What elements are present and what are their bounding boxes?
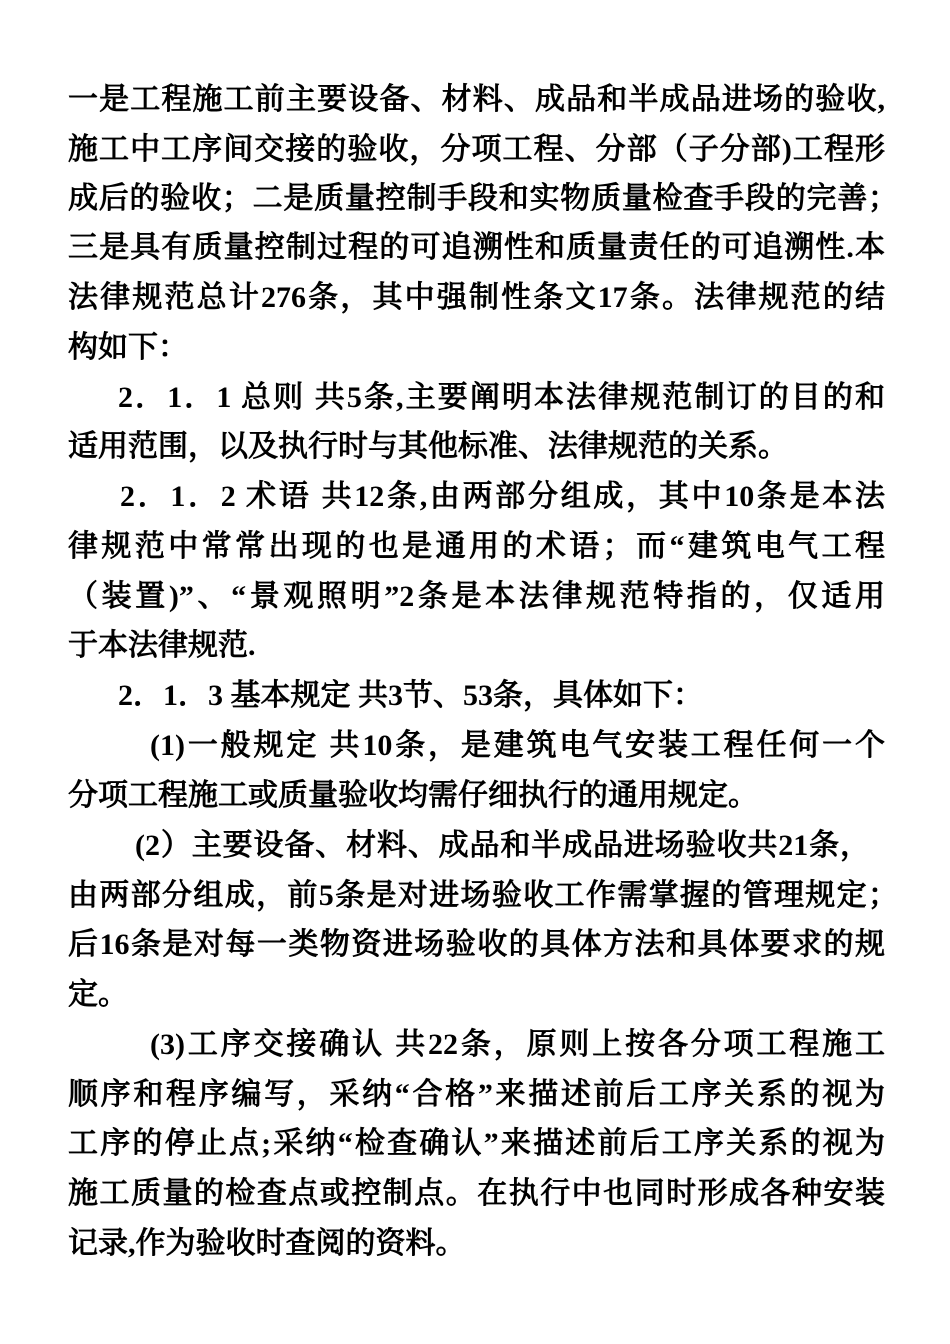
text-line: 工序的停止点;采纳“检查确认”来描述前后工序关系的视为 bbox=[68, 1127, 885, 1160]
text-line: 由两部分组成，前5条是对进场验收工作需掌握的管理规定； bbox=[68, 879, 898, 912]
section-heading-2-1-2: 2．1．2 术语 共12条,由两部分组成，其中10条是本法 bbox=[120, 480, 885, 513]
text-line: 律规范中常常出现的也是通用的术语；而“建筑电气工程 bbox=[68, 530, 885, 563]
text-line: （装置)”、“景观照明”2条是本法律规范特指的，仅适用 bbox=[68, 580, 885, 613]
text-line: 三是具有质量控制过程的可追溯性和质量责任的可追溯性.本 bbox=[68, 231, 885, 264]
text-line: 构如下： bbox=[68, 331, 188, 364]
section-heading-2-1-3: 2．1．3 基本规定 共3节、53条，具体如下： bbox=[118, 679, 703, 712]
text-line: 分项工程施工或质量验收均需仔细执行的通用规定。 bbox=[68, 779, 758, 812]
text-line: 法律规范总计276条，其中强制性条文17条。法律规范的结 bbox=[68, 281, 885, 314]
text-line: 于本法律规范. bbox=[68, 629, 256, 662]
section-heading-2-1-1: 2．1．1 总则 共5条,主要阐明本法律规范制订的目的和 bbox=[118, 381, 885, 414]
text-line: 定。 bbox=[68, 978, 128, 1011]
text-line: 一是工程施工前主要设备、材料、成品和半成品进场的验收, bbox=[68, 83, 885, 116]
text-line: 施工中工序间交接的验收，分项工程、分部（子分部)工程形 bbox=[68, 133, 885, 166]
text-line: 顺序和程序编写，采纳“合格”来描述前后工序关系的视为 bbox=[68, 1078, 885, 1111]
text-line: 记录,作为验收时查阅的资料。 bbox=[68, 1227, 466, 1260]
list-item-3: (3)工序交接确认 共22条，原则上按各分项工程施工 bbox=[150, 1028, 885, 1061]
text-line: 成后的验收；二是质量控制手段和实物质量检查手段的完善； bbox=[68, 182, 898, 215]
text-line: 后16条是对每一类物资进场验收的具体方法和具体要求的规 bbox=[68, 928, 885, 961]
text-line: 适用范围，以及执行时与其他标准、法律规范的关系。 bbox=[68, 430, 788, 463]
list-item-1: (1)一般规定 共10条，是建筑电气安装工程任何一个 bbox=[150, 729, 885, 762]
list-item-2: (2）主要设备、材料、成品和半成品进场验收共21条， bbox=[135, 829, 870, 862]
text-line: 施工质量的检查点或控制点。在执行中也同时形成各种安装 bbox=[68, 1177, 885, 1210]
